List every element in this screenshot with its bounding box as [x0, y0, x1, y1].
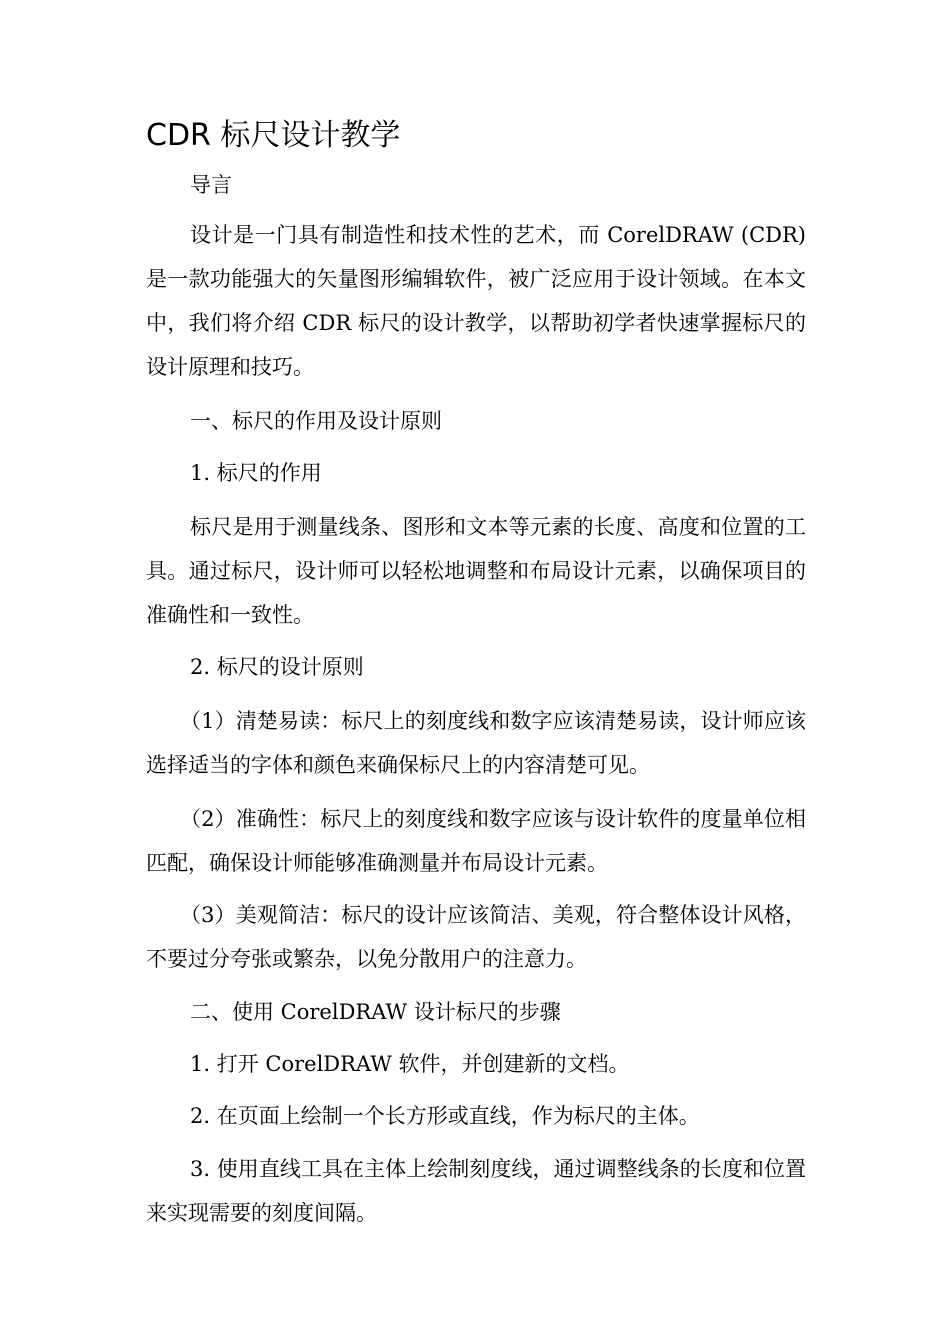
- principle-aesthetics-paragraph: （3）美观简洁：标尺的设计应该简洁、美观，符合整体设计风格，不要过分夸张或繁杂，以免分散用户的注意力。: [146, 903, 806, 971]
- document-title: CDR 标尺设计教学: [146, 118, 401, 153]
- step1-paragraph: 1. 打开 CorelDRAW 软件，并创建新的文档。: [190, 1052, 630, 1076]
- intro-heading: 导言: [190, 173, 232, 197]
- principle-accuracy-paragraph: （2）准确性：标尺上的刻度线和数字应该与设计软件的度量单位相匹配，确保设计师能够准确测量并布局设计元素。: [146, 807, 806, 875]
- section1-item1-heading: 1. 标尺的作用: [190, 461, 322, 485]
- principle-clarity-paragraph: （1）清楚易读：标尺上的刻度线和数字应该清楚易读，设计师应该选择适当的字体和颜色来确保标尺上的内容清楚可见。: [146, 709, 806, 777]
- step2-paragraph: 2. 在页面上绘制一个长方形或直线，作为标尺的主体。: [190, 1104, 700, 1128]
- section1-heading: 一、标尺的作用及设计原则: [190, 409, 442, 433]
- section1-item1-paragraph: 标尺是用于测量线条、图形和文本等元素的长度、高度和位置的工具。通过标尺，设计师可以轻松地调整和布局设计元素，以确保项目的准确性和一致性。: [146, 515, 806, 627]
- intro-paragraph: 设计是一门具有制造性和技术性的艺术，而 CorelDRAW (CDR) 是一款功能强大的矢量图形编辑软件，被广泛应用于设计领域。在本文中，我们将介绍 CDR 标尺的设计教学，以帮助初学者快速掌握标尺的设计原理和技巧。: [146, 223, 806, 379]
- section2-heading: 二、使用 CorelDRAW 设计标尺的步骤: [190, 1000, 561, 1024]
- step3-paragraph: 3. 使用直线工具在主体上绘制刻度线，通过调整线条的长度和位置来实现需要的刻度间隔。: [146, 1157, 806, 1225]
- section1-item2-heading: 2. 标尺的设计原则: [190, 655, 364, 679]
